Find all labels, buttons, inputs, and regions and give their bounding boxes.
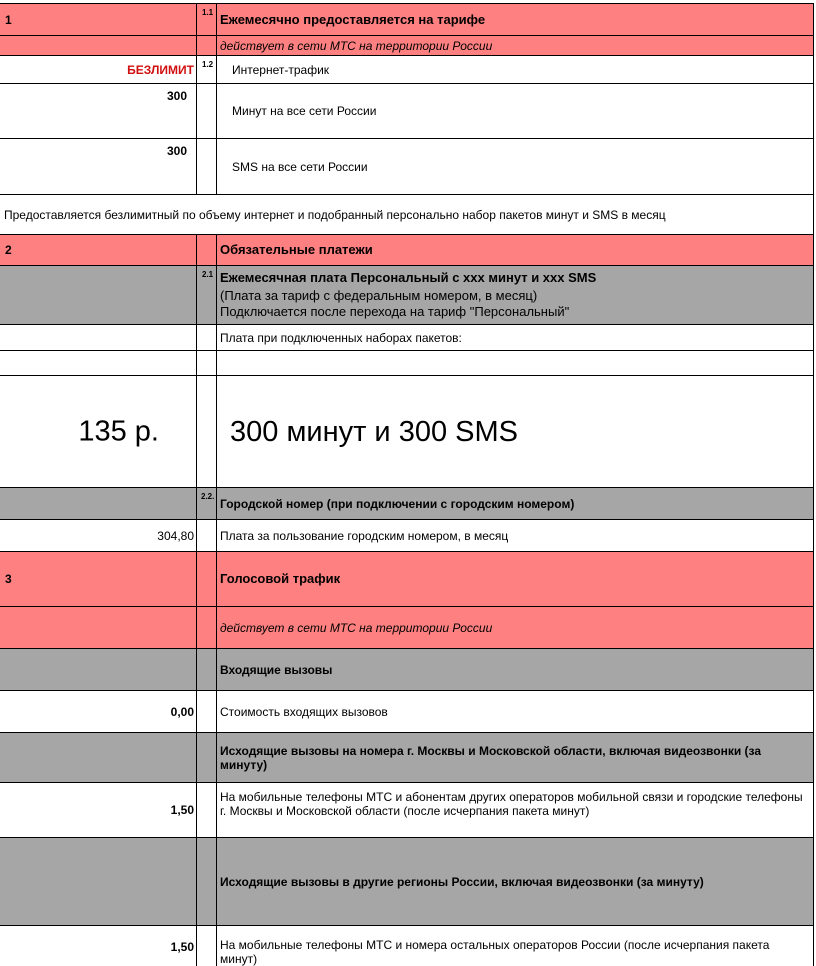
section-index: 2 [5, 243, 12, 257]
package-description: 300 минут и 300 SMS [230, 415, 518, 448]
item-label: Интернет-трафик [232, 62, 330, 77]
item-value: 300 [166, 89, 187, 103]
table-row [0, 139, 814, 195]
item-value: 300 [166, 144, 187, 158]
section-index: 3 [5, 572, 12, 586]
package-row [0, 376, 814, 488]
package-price: 135 р. [78, 415, 159, 447]
incoming-header [0, 649, 814, 691]
empty-row [0, 351, 814, 376]
table-row [0, 325, 814, 351]
section-1-header [0, 3, 814, 36]
fee-title: Ежемесячная плата Персональный с ххх минут и ххх SMS [220, 270, 597, 285]
table-row [0, 84, 814, 139]
table-row [0, 691, 814, 733]
outgoing-regions-label: На мобильные телефоны МТС и номера остальных операторов России (после исчерпания пакета минут) [220, 938, 770, 966]
outgoing-moscow-value: 1,50 [170, 803, 194, 817]
section-title: Голосовой трафик [220, 571, 341, 586]
table-row [0, 926, 814, 966]
section-1-note-row [0, 36, 814, 56]
item-label: SMS на все сети России [232, 159, 368, 174]
city-number-title: Городской номер (при подключении с городским номером) [220, 496, 575, 511]
city-number-header [0, 488, 814, 520]
sub-index: 2.2. [201, 492, 215, 501]
table-row [0, 520, 814, 552]
outgoing-regions-value: 1,50 [170, 940, 194, 954]
monthly-fee-row [0, 266, 814, 325]
outgoing-moscow-header [0, 733, 814, 783]
fee-condition: Подключается после перехода на тариф "Персональный" [220, 304, 570, 319]
sub-index: 2.1 [202, 270, 214, 279]
table-row [0, 56, 814, 84]
unlimited-value: БЕЗЛИМИТ [127, 62, 194, 77]
section-3-note-row [0, 607, 814, 649]
table-row [0, 783, 814, 838]
outgoing-regions-header [0, 838, 814, 926]
incoming-value: 0,00 [170, 704, 194, 719]
section-3-header [0, 552, 814, 607]
city-number-value: 304,80 [157, 528, 194, 543]
section-2-header [0, 235, 814, 266]
section-title: Обязательные платежи [220, 242, 373, 257]
outgoing-moscow-label: На мобильные телефоны МТС и абонентам других операторов мобильной связи и городские телефоны г. Москвы и Московской области (после исчерпания пакета минут) [220, 790, 803, 818]
packages-label: Плата при подключенных наборах пакетов: [220, 330, 462, 345]
fee-subtitle: (Плата за тариф с федеральным номером, в месяц) [220, 288, 538, 303]
incoming-label: Стоимость входящих вызовов [220, 704, 388, 719]
incoming-title: Входящие вызовы [220, 662, 333, 677]
sub-index: 1.2 [202, 60, 214, 69]
section-note: действует в сети МТС на территории России [220, 620, 493, 635]
item-label: Минут на все сети России [232, 104, 377, 118]
summary-row [0, 195, 814, 235]
section-note: действует в сети МТС на территории России [220, 38, 493, 53]
outgoing-moscow-title: Исходящие вызовы на номера г. Москвы и Московской области, включая видеозвонки (за минуту) [220, 743, 762, 772]
section-index: 1 [5, 12, 12, 27]
outgoing-regions-title: Исходящие вызовы в другие регионы России, включая видеозвонки (за минуту) [220, 874, 704, 889]
summary-text: Предоставляется безлимитный по объему интернет и подобранный персонально набор пакетов минут и SMS в месяц [4, 207, 666, 222]
city-number-label: Плата за пользование городским номером, в месяц [220, 528, 509, 543]
section-title: Ежемесячно предоставляется на тарифе [220, 11, 486, 27]
sub-index: 1.1 [202, 8, 214, 17]
